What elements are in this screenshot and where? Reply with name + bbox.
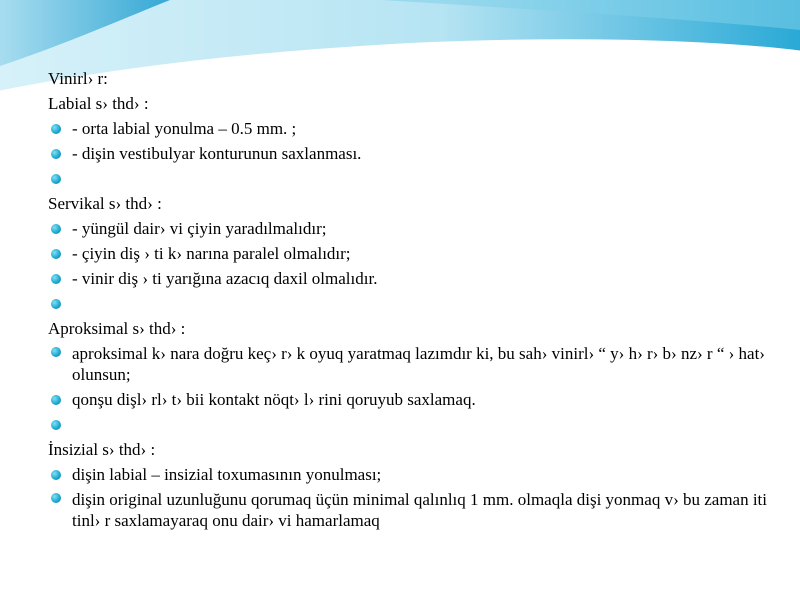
bullet-item <box>48 116 788 141</box>
bullet-dot-icon <box>51 174 61 184</box>
bullet-text: - orta labial yonulma – 0.5 mm. ; <box>72 119 297 138</box>
bullet-dot-icon <box>51 299 61 309</box>
bullet-dot-icon <box>51 493 61 503</box>
bullet-text: - yüngül dair› vi çiyin yaradılmalıdır; <box>72 219 327 238</box>
bullet-item <box>48 462 788 487</box>
bullet-item <box>48 216 788 241</box>
bullet-item <box>48 166 788 191</box>
bullet-dot-icon <box>51 347 61 357</box>
bullet-dot-icon <box>51 395 61 405</box>
heading-text: İnsizial s› thd› : <box>48 440 156 459</box>
bullet-item <box>48 387 788 412</box>
bullet-item <box>48 266 788 291</box>
bullet-dot-icon <box>51 420 61 430</box>
heading-servikal <box>48 191 788 216</box>
bullet-dot-icon <box>51 224 61 234</box>
heading-insizial <box>48 437 788 462</box>
bullet-dot-icon <box>51 470 61 480</box>
heading-text: Labial s› thd› : <box>48 94 149 113</box>
heading-aproksimal <box>48 316 788 341</box>
heading-text: Vinirl› r: <box>48 69 108 88</box>
heading-labial <box>48 91 788 116</box>
bullet-dot-icon <box>51 149 61 159</box>
bullet-dot-icon <box>51 124 61 134</box>
bullet-item <box>48 141 788 166</box>
bullet-dot-icon <box>51 249 61 259</box>
bullet-text: dişin labial – insizial toxumasının yonulması; <box>72 465 382 484</box>
bullet-text: dişin original uzunluğunu qorumaq üçün minimal qalınlıq 1 mm. olmaqla dişi yonmaq v› bu zaman iti tinl› r saxlamayaraq onu dair› vi hamarlamaq <box>72 490 768 530</box>
bullet-text: - çiyin diş › ti k› narına paralel olmalıdır; <box>72 244 351 263</box>
bullet-text: - dişin vestibulyar konturunun saxlanması. <box>72 144 362 163</box>
heading-text: Servikal s› thd› : <box>48 194 162 213</box>
bullet-text: qonşu dişl› rl› t› bii kontakt nöqt› l› rini qoruyub saxlamaq. <box>72 390 476 409</box>
heading-vinirler <box>48 66 788 91</box>
heading-text: Aproksimal s› thd› : <box>48 319 186 338</box>
slide-content <box>48 66 788 533</box>
bullet-dot-icon <box>51 274 61 284</box>
bullet-text: aproksimal k› nara doğru keç› r› k oyuq yaratmaq lazımdır ki, bu sah› vinirl› “ y› h› r› b› nz› r “ › hat› olunsun; <box>72 344 765 384</box>
bullet-item <box>48 412 788 437</box>
bullet-item <box>48 291 788 316</box>
bullet-item <box>48 241 788 266</box>
bullet-item <box>48 341 788 387</box>
bullet-text: - vinir diş › ti yarığına azacıq daxil olmalıdır. <box>72 269 378 288</box>
bullet-item <box>48 487 788 533</box>
